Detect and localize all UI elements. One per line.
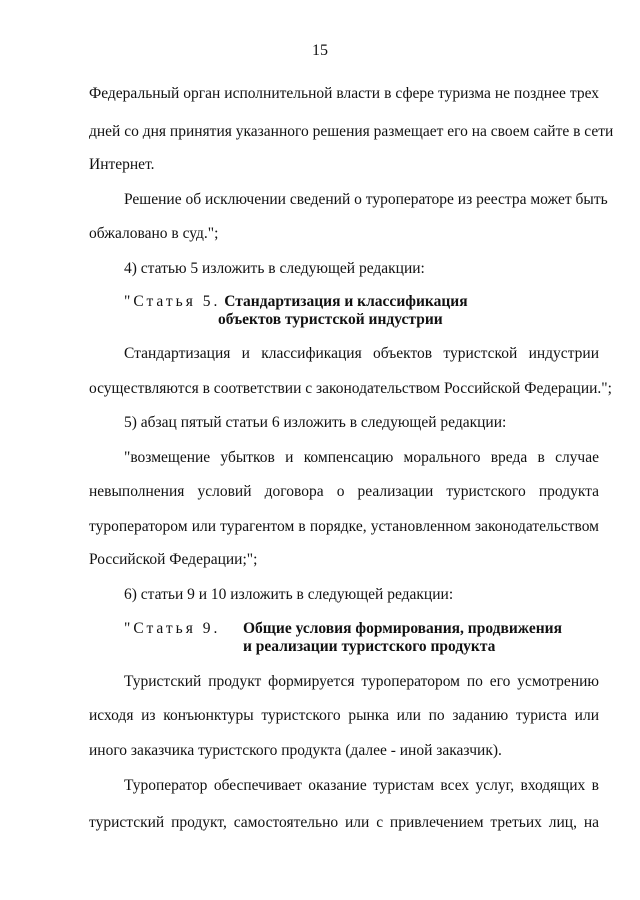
article-title-continued: объектов туристской индустрии xyxy=(218,311,443,328)
paragraph-line: иного заказчика туристского продукта (далее - иной заказчик). xyxy=(89,742,502,759)
paragraph-line: туроператором или турагентом в порядке, установленном законодательством xyxy=(89,518,599,535)
article-title: Стандартизация и классификация xyxy=(224,293,468,310)
paragraph-line: туристский продукт, самостоятельно или с привлечением третьих лиц, на xyxy=(89,814,599,831)
article-label-text: "Статья 9. xyxy=(124,620,221,637)
paragraph-line: Российской Федерации;"; xyxy=(89,551,258,568)
paragraph-line: 5) абзац пятый статьи 6 изложить в следующей редакции: xyxy=(124,414,507,431)
paragraph-line: Туроператор обеспечивает оказание туристам всех услуг, входящих в xyxy=(124,777,599,794)
paragraph-line: 6) статьи 9 и 10 изложить в следующей редакции: xyxy=(124,586,454,603)
paragraph-line: Решение об исключении сведений о туроператоре из реестра может быть xyxy=(124,191,608,208)
paragraph-line: Интернет. xyxy=(89,156,155,173)
paragraph-line: 4) статью 5 изложить в следующей редакции: xyxy=(124,260,425,277)
article-title-continued: и реализации туристского продукта xyxy=(243,638,496,655)
paragraph-line: Федеральный орган исполнительной власти в сфере туризма не позднее трех xyxy=(89,85,599,102)
paragraph-line: дней со дня принятия указанного решения размещает его на своем сайте в сети xyxy=(89,123,614,140)
paragraph-line: невыполнения условий договора о реализации туристского продукта xyxy=(89,483,599,500)
article-title: Общие условия формирования, продвижения xyxy=(243,620,562,637)
page-number: 15 xyxy=(312,42,328,59)
paragraph-line: обжаловано в суд."; xyxy=(89,225,219,242)
article-heading-label xyxy=(124,292,599,312)
paragraph-line: исходя из конъюнктуры туристского рынка или по заданию туриста или xyxy=(89,707,599,724)
paragraph-line: Туристский продукт формируется туроператором по его усмотрению xyxy=(124,673,599,690)
paragraph-line: "возмещение убытков и компенсацию морального вреда в случае xyxy=(124,449,599,466)
paragraph-line: Стандартизация и классификация объектов туристской индустрии xyxy=(124,345,599,362)
article-label xyxy=(124,619,244,639)
article-label: "Статья 5. xyxy=(124,293,221,310)
paragraph-line: осуществляются в соответствии с законодательством Российской Федерации."; xyxy=(89,380,612,397)
